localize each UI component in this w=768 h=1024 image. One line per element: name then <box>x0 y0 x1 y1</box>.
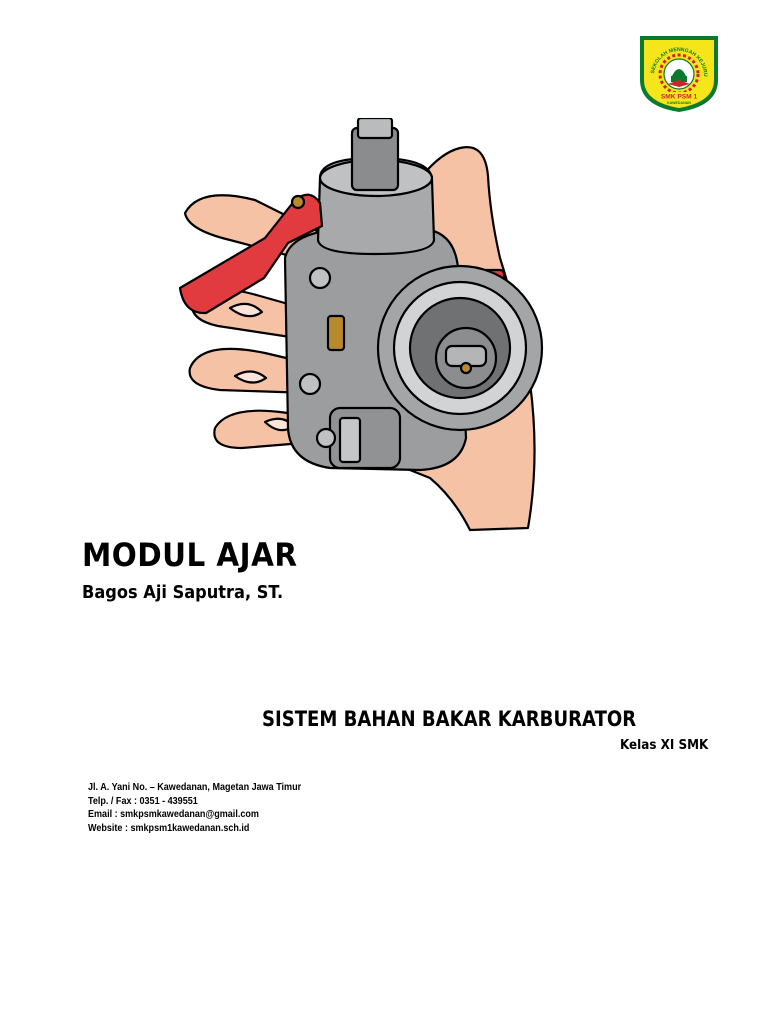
contact-address: Jl. A. Yani No. – Kawedanan, Magetan Jawa Timur <box>88 781 302 793</box>
logo-school-name: SMK PSM 1 <box>660 93 698 101</box>
contact-website: Website : smkpsm1kawedanan.sch.id <box>88 821 250 834</box>
logo-town: KAWEDANAN <box>667 101 691 105</box>
grade-level: Kelas XI SMK <box>620 738 709 753</box>
document-title: MODUL AJAR <box>82 536 298 574</box>
author-name: Bagos Aji Saputra, ST. <box>82 582 284 603</box>
logo-arc-left: SEKOLAH MEN <box>650 46 681 75</box>
school-emblem-icon <box>634 32 724 114</box>
hand-holding-carburetor-icon <box>170 118 580 538</box>
cover-illustration <box>170 118 580 538</box>
contact-email: Email : smkpsmkawedanan@gmail.com <box>88 808 259 821</box>
subject-title: SISTEM BAHAN BAKAR KARBURATOR <box>262 707 637 731</box>
contact-phone: Telp. / Fax : 0351 - 439551 <box>88 794 198 807</box>
logo-arc-right: NGAH KEJURU <box>680 47 709 77</box>
school-logo <box>634 32 724 114</box>
contact-info <box>88 781 301 835</box>
